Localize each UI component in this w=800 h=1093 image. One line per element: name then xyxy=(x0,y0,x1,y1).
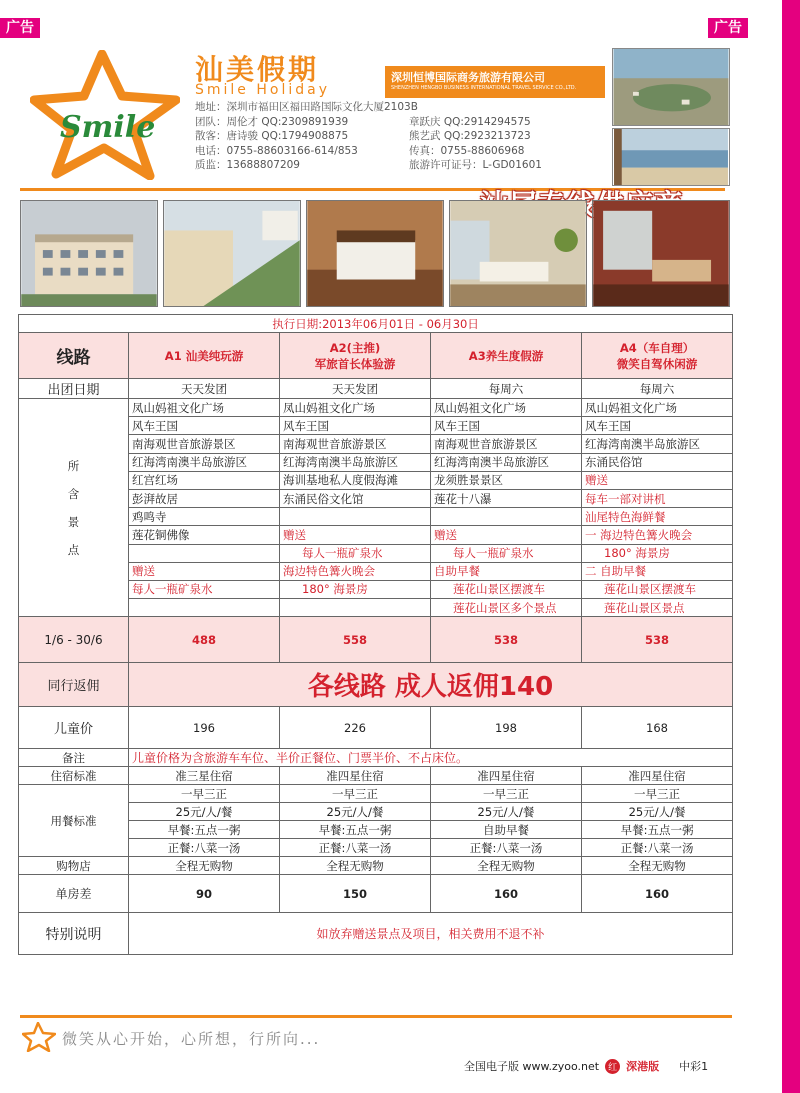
brand-english: Smile Holiday xyxy=(195,82,330,98)
spot-cell xyxy=(129,544,280,562)
child-price-a3: 198 xyxy=(431,707,582,749)
execution-date: 执行日期:2013年06月01日 - 06月30日 xyxy=(19,315,733,333)
shopping-a4: 全程无购物 xyxy=(582,857,733,875)
spot-cell: 鸡鸣寺 xyxy=(129,508,280,526)
single-a1: 90 xyxy=(129,875,280,913)
departure-a3: 每周六 xyxy=(431,379,582,399)
departure-a2: 天天发团 xyxy=(280,379,431,399)
spot-cell xyxy=(280,599,431,617)
route-a4: A4（车自理） 微笑自驾休闲游 xyxy=(582,333,733,379)
child-price-a4: 168 xyxy=(582,707,733,749)
spot-cell xyxy=(431,508,582,526)
spot-cell: 莲花山景区摆渡车 xyxy=(582,580,733,598)
company-name: 深圳恒博国际商务旅游有限公司 xyxy=(391,71,545,84)
route-header-row xyxy=(19,333,733,379)
spot-row xyxy=(19,399,733,417)
spots-label-char: 点 xyxy=(67,542,80,557)
meal-cell: 自助早餐 xyxy=(431,821,582,839)
ad-tag-left: 广告 xyxy=(0,18,40,38)
price-a3: 538 xyxy=(431,617,582,663)
ad-tag-right: 广告 xyxy=(708,18,748,38)
spot-cell: 莲花十八瀑 xyxy=(431,489,582,507)
note-label: 备注 xyxy=(19,749,129,767)
price-a1: 488 xyxy=(129,617,280,663)
spot-cell: 海边特色篝火晚会 xyxy=(280,562,431,580)
quality-supervisor: 质监：13688807209 xyxy=(195,159,300,171)
spots-label xyxy=(19,399,129,617)
departure-label: 出团日期 xyxy=(19,379,129,399)
shopping-a3: 全程无购物 xyxy=(431,857,582,875)
shopping-label: 购物店 xyxy=(19,857,129,875)
hotel-a2: 准四星住宿 xyxy=(280,767,431,785)
special-notes-row xyxy=(19,913,733,955)
spot-cell: 红海湾南澳半岛旅游区 xyxy=(280,453,431,471)
spot-cell: 每人一瓶矿泉水 xyxy=(280,544,431,562)
site-url: 全国电子版 www.zyoo.net xyxy=(464,1060,600,1073)
special-label: 特别说明 xyxy=(19,913,129,955)
edition-label: 深港版 xyxy=(626,1060,660,1073)
itinerary-table xyxy=(18,314,733,955)
brand-name: 汕美假期 xyxy=(195,53,320,86)
team-contact-2: 章跃庆 QQ:2914294575 xyxy=(409,115,531,128)
price-row xyxy=(19,617,733,663)
footer-star-logo xyxy=(22,1022,56,1052)
spot-cell: 风车王国 xyxy=(582,417,733,435)
spot-cell: 风车王国 xyxy=(280,417,431,435)
price-a2: 558 xyxy=(280,617,431,663)
scatter-contact-2: 熊艺武 QQ:2923213723 xyxy=(409,130,531,142)
spots-label-char: 所 xyxy=(67,458,80,473)
meal-cell: 25元/人/餐 xyxy=(280,803,431,821)
spot-cell: 莲花山景区摆渡车 xyxy=(431,580,582,598)
price-a4: 538 xyxy=(582,617,733,663)
spot-cell: 汕尾特色海鲜餐 xyxy=(582,508,733,526)
side-color-strip xyxy=(782,0,800,1093)
spot-cell: 南海观世音旅游景区 xyxy=(431,435,582,453)
spot-cell: 彭湃故居 xyxy=(129,489,280,507)
spot-cell: 东涌民俗馆 xyxy=(582,453,733,471)
meal-row xyxy=(19,785,733,803)
page-number: 中彩1 xyxy=(679,1060,709,1073)
photo-coast-aerial xyxy=(612,48,730,126)
departure-a1: 天天发团 xyxy=(129,379,280,399)
spot-cell: 赠送 xyxy=(129,562,280,580)
address: 地址：深圳市福田区福田路国际文化大厦2103B xyxy=(195,101,418,113)
departure-row xyxy=(19,379,733,399)
meals-section xyxy=(19,785,733,857)
shopping-a1: 全程无购物 xyxy=(129,857,280,875)
single-supplement-row xyxy=(19,875,733,913)
meal-cell: 25元/人/餐 xyxy=(582,803,733,821)
route-a3: A3养生度假游 xyxy=(431,333,582,379)
logo-wordmark: Smile xyxy=(60,110,156,145)
meal-cell: 一早三正 xyxy=(280,785,431,803)
meal-cell: 早餐:五点一粥 xyxy=(582,821,733,839)
footer-motto: 微笑从心开始，心所想，行所向... xyxy=(62,1030,321,1048)
photo-beach-view xyxy=(612,128,730,186)
photo-resort-landscape xyxy=(163,200,301,307)
meal-cell: 25元/人/餐 xyxy=(129,803,280,821)
photo-hotel-building xyxy=(20,200,158,307)
meal-cell: 早餐:五点一粥 xyxy=(280,821,431,839)
spot-cell: 红海湾南澳半岛旅游区 xyxy=(129,453,280,471)
spot-cell: 凤山妈祖文化广场 xyxy=(280,399,431,417)
spots-label-char: 景 xyxy=(67,514,80,529)
child-label: 儿童价 xyxy=(19,707,129,749)
spot-cell: 凤山妈祖文化广场 xyxy=(431,399,582,417)
shopping-row xyxy=(19,857,733,875)
spot-cell: 凤山妈祖文化广场 xyxy=(129,399,280,417)
red-circle-badge: 红 xyxy=(605,1059,620,1074)
photo-hotel-bedroom xyxy=(306,200,444,307)
spot-cell: 红宫红场 xyxy=(129,471,280,489)
meal-cell: 正餐:八菜一汤 xyxy=(280,839,431,857)
spot-cell: 东涌民俗文化馆 xyxy=(280,489,431,507)
spot-cell: 凤山妈祖文化广场 xyxy=(582,399,733,417)
commission-text: 各线路 成人返佣140 xyxy=(129,663,733,707)
note-text: 儿童价格为含旅游车车位、半价正餐位、门票半价、不占床位。 xyxy=(129,749,733,767)
price-label: 1/6 - 30/6 xyxy=(19,617,129,663)
photo-living-room xyxy=(449,200,587,307)
meal-cell: 25元/人/餐 xyxy=(431,803,582,821)
spot-cell: 龙须胜景景区 xyxy=(431,471,582,489)
spot-cell: 红海湾南澳半岛旅游区 xyxy=(582,435,733,453)
footer-divider xyxy=(20,1015,732,1018)
meal-cell: 一早三正 xyxy=(431,785,582,803)
spot-cell: 每车一部对讲机 xyxy=(582,489,733,507)
hotel-a4: 准四星住宿 xyxy=(582,767,733,785)
hotel-a1: 准三星住宿 xyxy=(129,767,280,785)
single-a3: 160 xyxy=(431,875,582,913)
single-a4: 160 xyxy=(582,875,733,913)
page-info xyxy=(464,1058,708,1074)
license-number: 旅游许可证号：L-GD01601 xyxy=(409,159,542,171)
fax: 传真：0755-88606968 xyxy=(409,144,525,157)
single-label: 单房差 xyxy=(19,875,129,913)
spot-cell: 180° 海景房 xyxy=(582,544,733,562)
company-english: SHENZHEN HENGBO BUSINESS INTERNATIONAL TRAVEL SERVICE CO.,LTD. xyxy=(391,85,577,91)
commission-row xyxy=(19,663,733,707)
commission-label: 同行返佣 xyxy=(19,663,129,707)
spots-label-char: 含 xyxy=(67,486,80,501)
spot-cell xyxy=(280,508,431,526)
route-a2: A2(主推) 军旅首长体验游 xyxy=(280,333,431,379)
spot-cell: 红海湾南澳半岛旅游区 xyxy=(431,453,582,471)
spot-cell: 海训基地私人度假海滩 xyxy=(280,471,431,489)
spot-cell: 南海观世音旅游景区 xyxy=(129,435,280,453)
spot-cell: 每人一瓶矿泉水 xyxy=(129,580,280,598)
child-price-row xyxy=(19,707,733,749)
meal-cell: 一早三正 xyxy=(129,785,280,803)
spot-cell: 一 海边特色篝火晚会 xyxy=(582,526,733,544)
spot-cell: 二 自助早餐 xyxy=(582,562,733,580)
hotel-a3: 准四星住宿 xyxy=(431,767,582,785)
meal-cell: 早餐:五点一粥 xyxy=(129,821,280,839)
spots-section xyxy=(19,399,733,617)
spot-cell: 赠送 xyxy=(582,471,733,489)
spot-cell: 赠送 xyxy=(431,526,582,544)
child-price-a2: 226 xyxy=(280,707,431,749)
phone: 电话：0755-88603166-614/853 xyxy=(195,144,358,157)
contact-info xyxy=(195,100,595,173)
spot-cell: 每人一瓶矿泉水 xyxy=(431,544,582,562)
spot-cell: 自助早餐 xyxy=(431,562,582,580)
meal-label: 用餐标准 xyxy=(19,785,129,857)
meal-cell: 正餐:八菜一汤 xyxy=(129,839,280,857)
departure-a4: 每周六 xyxy=(582,379,733,399)
hotel-label: 住宿标准 xyxy=(19,767,129,785)
special-text: 如放弃赠送景点及项目，相关费用不退不补 xyxy=(129,913,733,955)
spot-cell: 莲花山景区景点 xyxy=(582,599,733,617)
team-contact-1: 团队：周伦才 QQ:2309891939 xyxy=(195,115,349,128)
spot-cell: 莲花铜佛像 xyxy=(129,526,280,544)
scatter-contact-1: 散客：唐诗骏 QQ:1794908875 xyxy=(195,130,349,142)
spot-cell: 180° 海景房 xyxy=(280,580,431,598)
spot-cell: 赠送 xyxy=(280,526,431,544)
meal-cell: 正餐:八菜一汤 xyxy=(582,839,733,857)
child-price-a1: 196 xyxy=(129,707,280,749)
meal-cell: 一早三正 xyxy=(582,785,733,803)
note-row xyxy=(19,749,733,767)
spot-cell: 风车王国 xyxy=(129,417,280,435)
spot-cell: 莲花山景区多个景点 xyxy=(431,599,582,617)
single-a2: 150 xyxy=(280,875,431,913)
spot-cell xyxy=(129,599,280,617)
photo-suite-room xyxy=(592,200,730,307)
route-a1: A1 汕美纯玩游 xyxy=(129,333,280,379)
company-banner xyxy=(385,66,605,98)
shopping-a2: 全程无购物 xyxy=(280,857,431,875)
spot-cell: 南海观世音旅游景区 xyxy=(280,435,431,453)
spot-cell: 风车王国 xyxy=(431,417,582,435)
route-label: 线路 xyxy=(19,333,129,379)
meal-cell: 正餐:八菜一汤 xyxy=(431,839,582,857)
hotel-row xyxy=(19,767,733,785)
